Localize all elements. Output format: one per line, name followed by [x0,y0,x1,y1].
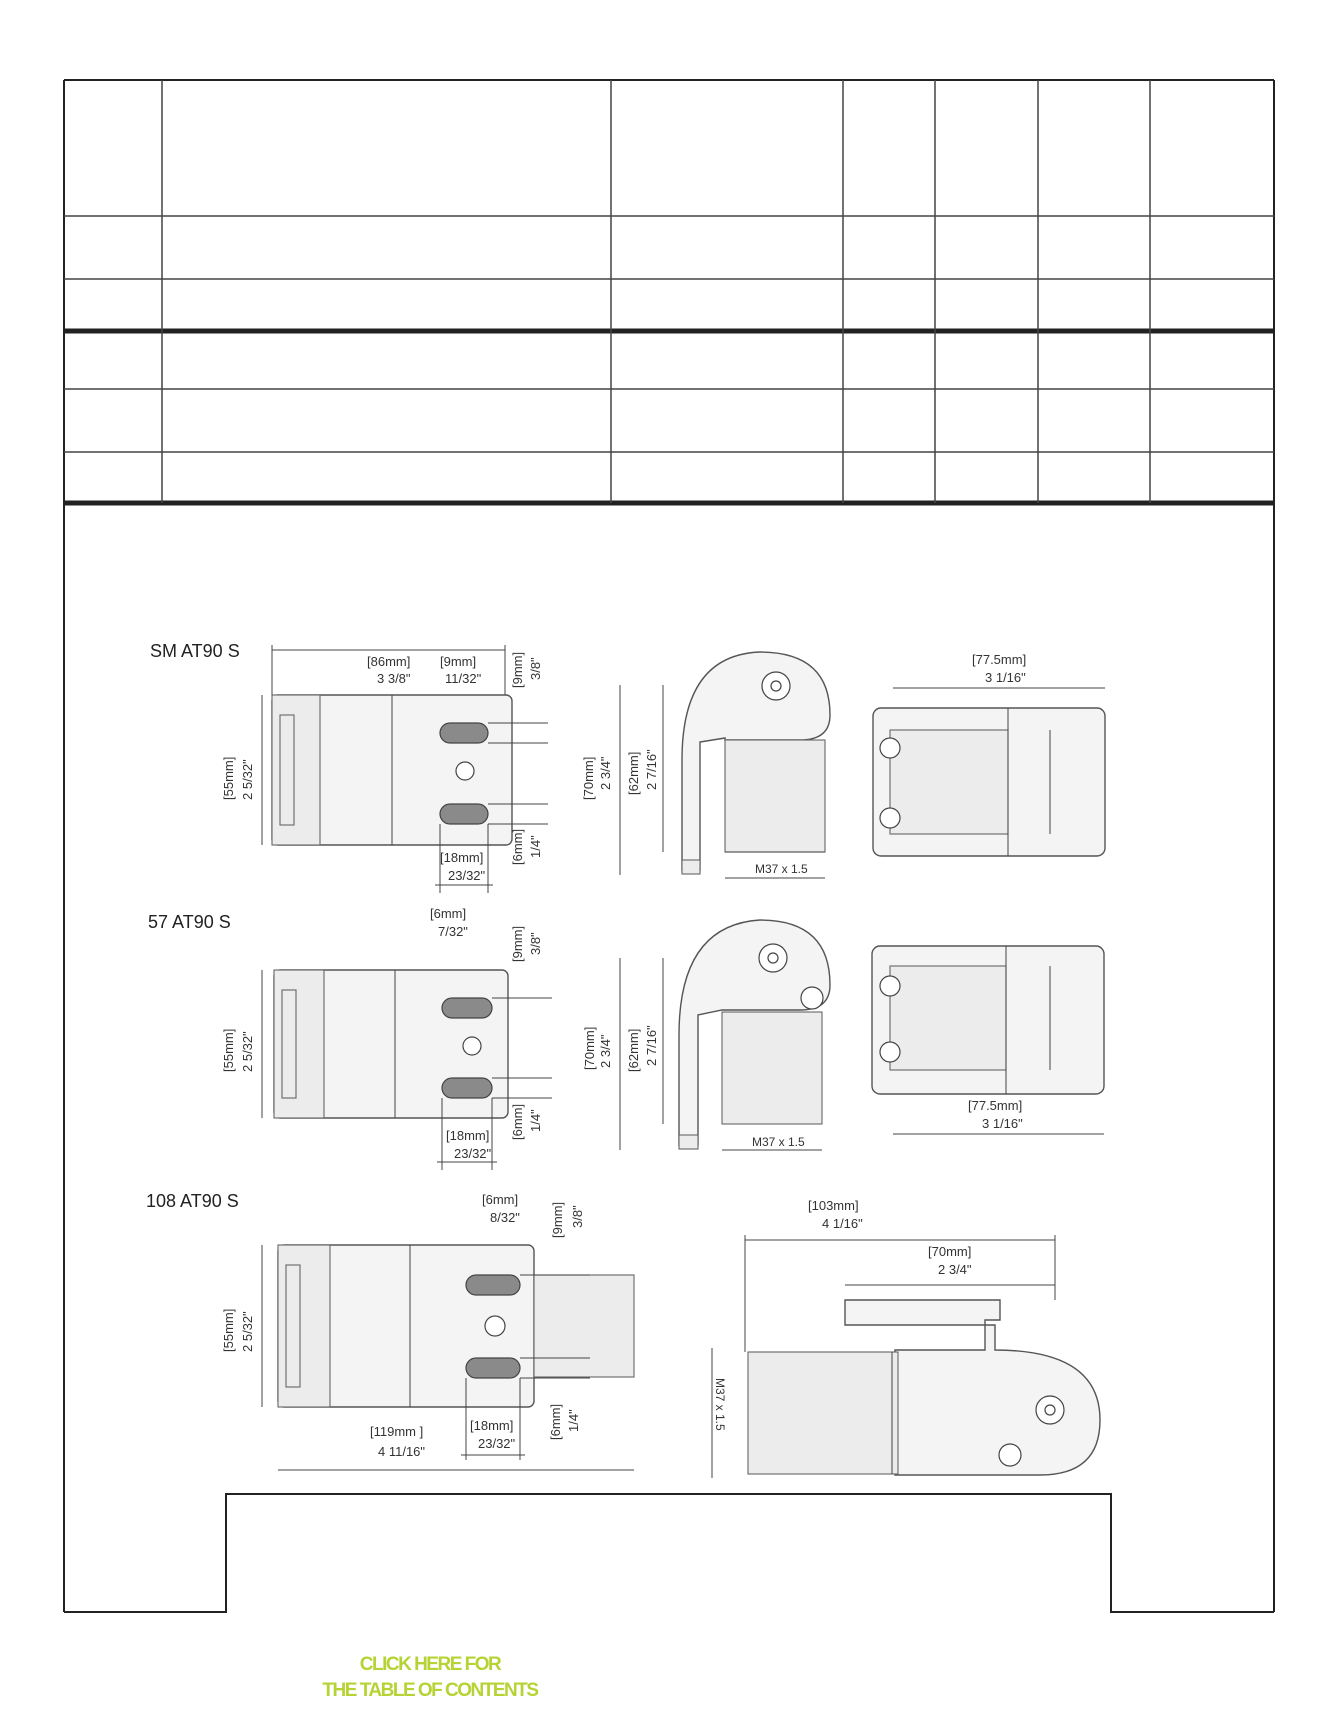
svg-text:3 1/16": 3 1/16" [982,1116,1023,1131]
svg-text:M37 x 1.5: M37 x 1.5 [713,1378,727,1431]
svg-text:2 5/32": 2 5/32" [240,1311,255,1352]
svg-text:[9mm]: [9mm] [510,925,525,962]
svg-text:[6mm]: [6mm] [548,1403,563,1440]
figure-108-at90s [146,1191,1100,1478]
svg-text:23/32": 23/32" [478,1436,516,1451]
top-view [221,1192,634,1470]
end-view [872,946,1104,1134]
svg-text:[62mm]: [62mm] [626,1028,641,1072]
svg-text:[6mm]: [6mm] [430,906,467,921]
svg-text:2 3/4": 2 3/4" [598,756,613,790]
svg-text:[6mm]: [6mm] [510,1103,525,1140]
svg-text:3 3/8": 3 3/8" [377,671,411,686]
svg-text:[103mm]: [103mm] [808,1198,859,1213]
table-of-contents-link[interactable] [300,1652,560,1704]
svg-text:[70mm]: [70mm] [928,1244,972,1259]
svg-text:3/8": 3/8" [528,932,543,955]
svg-text:2 5/32": 2 5/32" [240,1031,255,1072]
side-view [712,1198,1100,1478]
svg-text:[62mm]: [62mm] [626,751,641,795]
svg-text:[55mm]: [55mm] [221,1028,236,1072]
end-view [873,652,1105,856]
svg-text:[9mm]: [9mm] [510,651,525,688]
svg-text:[9mm]: [9mm] [550,1201,565,1238]
svg-text:[55mm]: [55mm] [221,756,236,800]
toc-link-line2: THE TABLE OF CONTENTS [322,1680,538,1701]
figure-57-at90s [148,906,1104,1170]
svg-text:[77.5mm]: [77.5mm] [968,1098,1023,1113]
side-view [582,920,830,1150]
figure-sm-at90s [150,641,1105,893]
toc-link-line1: CLICK HERE FOR [359,1654,501,1675]
svg-text:[55mm]: [55mm] [221,1308,236,1352]
svg-text:11/32": 11/32" [445,671,482,686]
svg-text:M37 x 1.5: M37 x 1.5 [752,1135,805,1149]
svg-text:3/8": 3/8" [570,1205,585,1228]
svg-text:[6mm]: [6mm] [510,828,525,865]
svg-text:[9mm]: [9mm] [440,654,477,669]
svg-text:7/32": 7/32" [438,924,468,939]
svg-text:1/4": 1/4" [566,1409,581,1432]
svg-text:4 11/16": 4 11/16" [378,1444,426,1459]
svg-text:3/8": 3/8" [528,657,543,680]
svg-text:3 1/16": 3 1/16" [985,670,1026,685]
svg-text:4 1/16": 4 1/16" [822,1216,863,1231]
svg-text:[70mm]: [70mm] [581,756,596,800]
svg-text:2 7/16": 2 7/16" [644,749,659,790]
figure-title: 57 AT90 S [148,912,231,932]
svg-text:2 3/4": 2 3/4" [598,1034,613,1068]
svg-text:[86mm]: [86mm] [367,654,411,669]
svg-text:[70mm]: [70mm] [582,1026,597,1070]
svg-text:23/32": 23/32" [454,1146,492,1161]
svg-text:2 3/4": 2 3/4" [938,1262,972,1277]
top-view [221,906,552,1170]
svg-text:M37 x 1.5: M37 x 1.5 [755,862,808,876]
figure-title: SM AT90 S [150,641,240,661]
svg-text:[119mm ]: [119mm ] [370,1424,424,1439]
svg-text:23/32": 23/32" [448,868,486,883]
svg-text:1/4": 1/4" [528,1109,543,1132]
svg-text:[6mm]: [6mm] [482,1192,519,1207]
top-view [221,645,548,893]
svg-text:[18mm]: [18mm] [470,1418,514,1433]
svg-text:[18mm]: [18mm] [446,1128,490,1143]
svg-text:[77.5mm]: [77.5mm] [972,652,1027,667]
svg-text:2 5/32": 2 5/32" [240,759,255,800]
figure-title: 108 AT90 S [146,1191,239,1211]
svg-text:8/32": 8/32" [490,1210,520,1225]
svg-text:2 7/16": 2 7/16" [644,1025,659,1066]
svg-text:[18mm]: [18mm] [440,850,484,865]
side-view [581,652,830,878]
svg-text:1/4": 1/4" [528,835,543,858]
